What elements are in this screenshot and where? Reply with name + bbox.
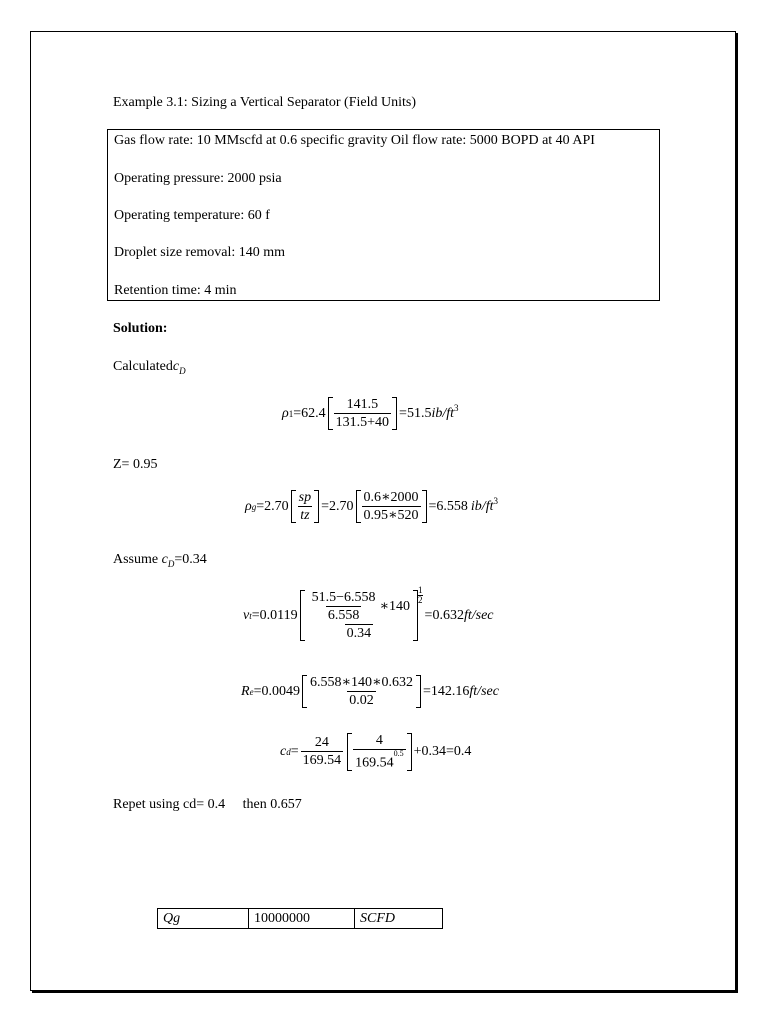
eq-vt-outer-fraction xyxy=(306,590,412,641)
eq-re-lhs: R xyxy=(241,683,250,699)
repeat-line: Repet using cd= 0.4 then 0.657 xyxy=(113,797,302,812)
example-title: Example 3.1: Sizing a Vertical Separator (Field Units) xyxy=(113,95,417,110)
equation-reynolds xyxy=(241,675,499,708)
eq-vt-outer-den: 0.34 xyxy=(346,626,372,641)
eq-rhog-fraction2 xyxy=(362,490,421,523)
eq-vt-lhs: v xyxy=(243,607,250,623)
eq-rho1-lhs-sub: 1 xyxy=(288,408,294,419)
eq-rhog-num1: sp xyxy=(298,490,312,505)
eq-rho1-unit-sup: 3 xyxy=(454,402,459,413)
eq-rho1-num: 141.5 xyxy=(346,397,379,412)
eq-rhog-coef2: =2.70 xyxy=(321,498,354,514)
calculated-cd-line xyxy=(113,359,186,379)
eq-rhog-lhs-sub: g xyxy=(251,501,257,512)
eq-cd-num1: 24 xyxy=(314,735,329,751)
eq-rho1-unit: ib/ft xyxy=(431,405,455,421)
eq-cd-fraction2 xyxy=(353,733,406,771)
eq-re-lhs-sub: e xyxy=(249,686,254,697)
eq-rhog-lhs: ρ xyxy=(245,498,252,514)
eq-rho1-lhs: ρ xyxy=(282,405,289,421)
eq-re-coef: =0.0049 xyxy=(253,683,300,699)
given-retention-time: Retention time: 4 min xyxy=(114,283,237,298)
eq-re-unit: ft/sec xyxy=(469,683,499,699)
eq-vt-exp-den: 2 xyxy=(418,595,423,605)
eq-rho1-den: 131.5+40 xyxy=(335,415,390,430)
assume-value: =0.34 xyxy=(174,552,207,567)
calc-sub: D xyxy=(179,365,186,376)
eq-rho1-fraction xyxy=(334,397,391,430)
eq-rhog-num2: 0.6∗2000 xyxy=(363,490,419,505)
eq-re-den: 0.02 xyxy=(349,693,374,708)
assume-symbol: c xyxy=(161,552,168,567)
table-cell-unit: SCFD xyxy=(355,909,443,929)
equation-terminal-velocity xyxy=(243,585,494,641)
eq-rhog-bracket1 xyxy=(291,490,319,523)
eq-rhog-den1: tz xyxy=(300,508,310,523)
assume-sub: D xyxy=(167,558,175,569)
eq-rhog-unit: ib/ft xyxy=(470,498,494,514)
eq-vt-coef: =0.0119 xyxy=(251,607,298,623)
assume-cd-line xyxy=(113,552,207,572)
assume-label: Assume xyxy=(113,552,159,567)
eq-cd-tail: +0.34=0.4 xyxy=(413,743,472,759)
eq-vt-lhs-sub: t xyxy=(249,610,252,621)
calc-symbol: c xyxy=(172,359,180,374)
equation-rho-gas xyxy=(245,490,498,523)
eq-rhog-bracket2 xyxy=(356,490,427,523)
eq-vt-result: =0.632 xyxy=(424,607,464,623)
eq-vt-bracket xyxy=(300,590,418,641)
eq-vt-exp-num: 1 xyxy=(418,585,423,595)
table-cell-symbol: Qg xyxy=(158,909,249,929)
given-gas-oil-flow: Gas flow rate: 10 MMscfd at 0.6 specific gravity Oil flow rate: 5000 BOPD at 40 API xyxy=(114,133,595,148)
eq-cd-fraction1 xyxy=(301,735,344,768)
eq-cd-num2: 4 xyxy=(375,733,383,748)
eq-rhog-fraction1 xyxy=(297,490,313,523)
eq-cd-den2-sup: 0.5 xyxy=(393,749,404,758)
eq-rhog-coef1: =2.70 xyxy=(256,498,289,514)
table-row xyxy=(158,909,443,929)
eq-vt-unit: ft/sec xyxy=(463,607,494,623)
eq-cd-den2 xyxy=(353,749,406,771)
eq-vt-inner-den: 6.558 xyxy=(327,608,360,623)
eq-rhog-den2: 0.95∗520 xyxy=(363,508,419,523)
eq-cd-lhs: c xyxy=(280,743,287,759)
given-data-box xyxy=(107,129,660,301)
eq-cd-equals: = xyxy=(290,743,299,759)
z-factor-line: Z= 0.95 xyxy=(113,457,158,472)
flow-rate-table xyxy=(157,908,443,929)
eq-re-fraction xyxy=(308,675,415,708)
eq-rho1-bracket xyxy=(328,397,397,430)
equation-rho-liquid xyxy=(282,397,459,430)
eq-cd-bracket xyxy=(347,733,412,771)
eq-rhog-unit-sup: 3 xyxy=(493,495,498,506)
eq-rho1-coef: =62.4 xyxy=(293,405,326,421)
given-pressure: Operating pressure: 2000 psia xyxy=(114,171,282,186)
equation-drag-coefficient xyxy=(280,733,471,771)
solution-heading: Solution: xyxy=(113,321,168,336)
eq-re-bracket xyxy=(302,675,421,708)
eq-vt-inner-num: 51.5−6.558 xyxy=(311,590,376,605)
eq-vt-inner-mult: ∗140 xyxy=(379,599,411,614)
eq-cd-lhs-sub: d xyxy=(286,746,291,757)
eq-cd-den2-base: 169.54 xyxy=(355,755,394,771)
eq-vt-inner-fraction xyxy=(310,590,378,623)
table-cell-value: 10000000 xyxy=(249,909,355,929)
eq-cd-den1: 169.54 xyxy=(302,753,342,769)
given-droplet-size: Droplet size removal: 140 mm xyxy=(114,245,286,260)
eq-rho1-result: =51.5 xyxy=(399,405,432,421)
given-temperature: Operating temperature: 60 f xyxy=(114,208,270,223)
eq-rhog-result: =6.558 xyxy=(428,498,468,514)
eq-vt-exponent xyxy=(418,586,423,605)
eq-re-result: =142.16 xyxy=(423,683,470,699)
calc-label: Calculated xyxy=(113,359,173,374)
eq-re-num: 6.558∗140∗0.632 xyxy=(309,675,413,690)
eq-vt-outer-num xyxy=(306,590,412,624)
